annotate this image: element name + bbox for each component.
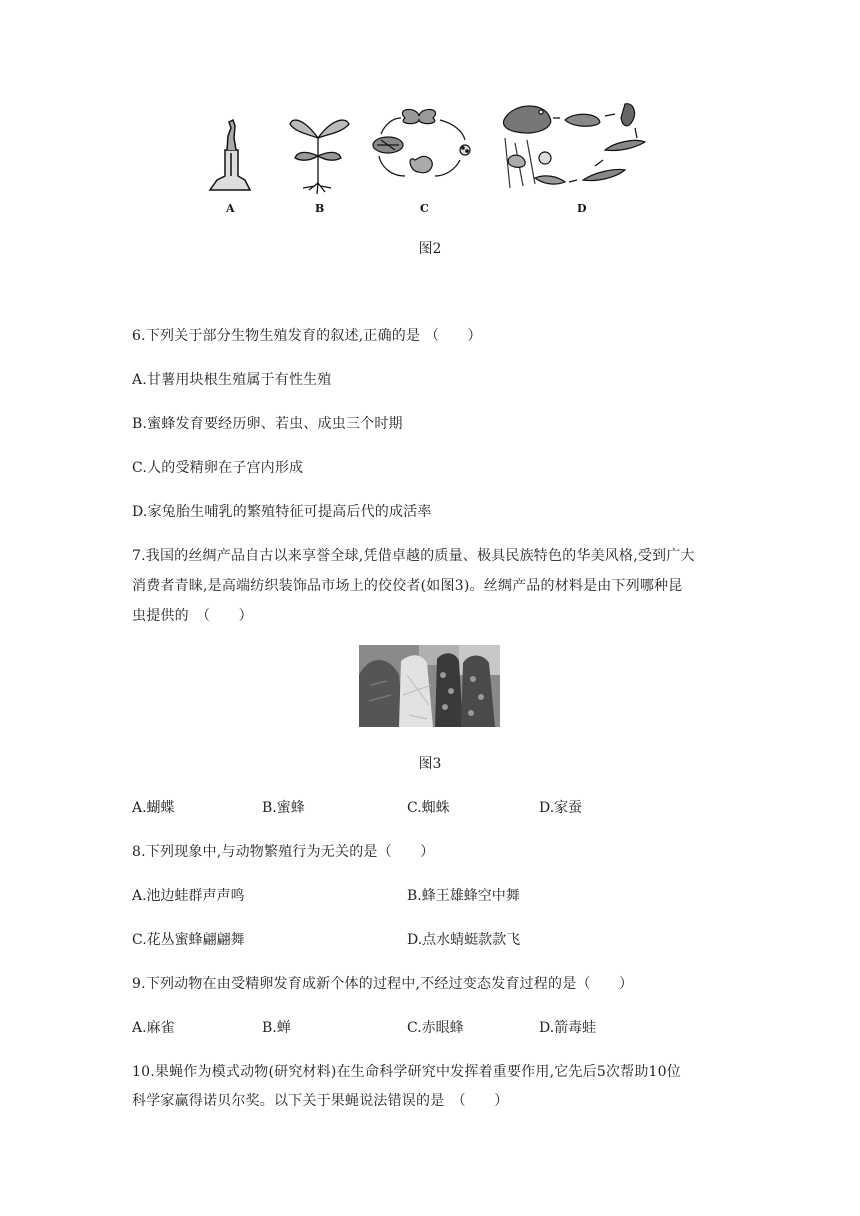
question-8-option-a: A.池边蛙群声声鸣 bbox=[132, 888, 245, 904]
grafting-drawing bbox=[210, 120, 250, 190]
question-9-option-c: C.赤眼蜂 bbox=[407, 1020, 464, 1036]
question-8-option-c: C.花丛蜜蜂翩翩舞 bbox=[132, 932, 245, 948]
question-6-option-b: B.蜜蜂发育要经历卵、若虫、成虫三个时期 bbox=[132, 416, 403, 432]
question-7-stem-line-2: 消费者青睐,是高端纺织装饰品市场上的佼佼者(如图3)。丝绸产品的材料是由下列哪种昆 bbox=[132, 578, 683, 594]
label-c: C bbox=[420, 202, 429, 215]
question-7-option-d: D.家蚕 bbox=[539, 800, 583, 816]
question-9-stem: 9.下列动物在由受精卵发育成新个体的过程中,不经过变态发育过程的是（ ） bbox=[132, 976, 634, 992]
figure-2-caption: 图2 bbox=[418, 241, 442, 257]
question-7-stem-line-1: 7.我国的丝绸产品自古以来享誉全球,凭借卓越的质量、极具民族特色的华美风格,受到广大 bbox=[132, 548, 695, 564]
frog-lifecycle-drawing bbox=[504, 104, 646, 188]
question-9-option-a: A.麻雀 bbox=[132, 1020, 175, 1036]
label-a: A bbox=[226, 202, 235, 215]
question-8-option-d: D.点水蜻蜓款款飞 bbox=[407, 932, 521, 948]
question-7-option-c: C.蜘蛛 bbox=[407, 800, 450, 816]
seedling-drawing bbox=[290, 120, 349, 194]
question-6-option-c: C.人的受精卵在子宫内形成 bbox=[132, 460, 304, 476]
question-8-option-b: B.蜂王雄蜂空中舞 bbox=[407, 888, 520, 904]
question-10-stem-line-1: 10.果蝇作为模式动物(研究材料)在生命科学研究中发挥着重要作用,它先后5次帮助10位 bbox=[132, 1064, 681, 1080]
label-d: D bbox=[577, 202, 587, 215]
question-9-option-d: D.箭毒蛙 bbox=[539, 1020, 597, 1036]
question-7-option-a: A.蝴蝶 bbox=[132, 800, 175, 816]
question-9-option-b: B.蝉 bbox=[262, 1020, 291, 1036]
question-7-option-b: B.蜜蜂 bbox=[262, 800, 305, 816]
question-6-option-a: A.甘薯用块根生殖属于有性生殖 bbox=[132, 372, 332, 388]
butterfly-lifecycle-drawing bbox=[373, 109, 470, 176]
question-7-stem-line-3: 虫提供的 （ ） bbox=[132, 608, 253, 624]
silk-qipao-photo bbox=[359, 645, 500, 727]
figure-3-caption: 图3 bbox=[418, 756, 442, 772]
figure-2-illustration bbox=[205, 98, 665, 220]
question-6-option-d: D.家兔胎生哺乳的繁殖特征可提高后代的成活率 bbox=[132, 504, 432, 520]
label-b: B bbox=[315, 202, 325, 215]
question-8-stem: 8.下列现象中,与动物繁殖行为无关的是（ ） bbox=[132, 844, 435, 860]
question-10-stem-line-2: 科学家赢得诺贝尔奖。以下关于果蝇说法错误的是 （ ） bbox=[132, 1093, 509, 1109]
question-6-stem: 6.下列关于部分生物生殖发育的叙述,正确的是 （ ） bbox=[132, 328, 482, 344]
